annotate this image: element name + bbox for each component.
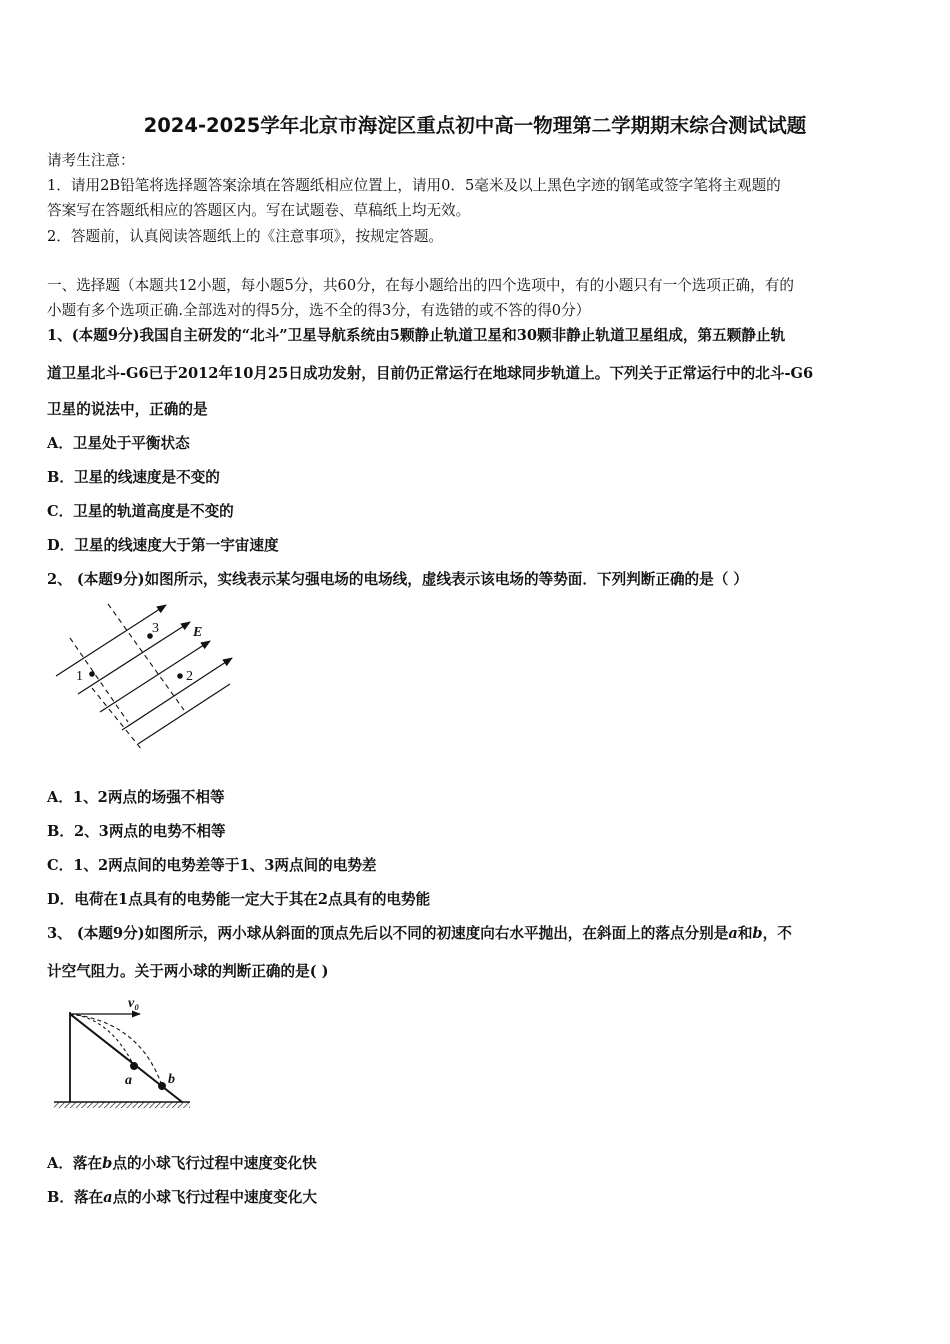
option-key: B． — [47, 469, 74, 486]
incline — [70, 1014, 182, 1102]
equipotential-line — [92, 688, 142, 750]
q3-stem-line-1 — [47, 924, 792, 944]
option-key: B． — [47, 1189, 74, 1206]
notice-heading: 请考生注意： — [47, 152, 135, 169]
option-key: C． — [47, 503, 74, 520]
option-key: A． — [47, 435, 73, 452]
q3-stem-text: 和 — [737, 925, 753, 942]
option-text: 1、2两点间的电势差等于1、3两点间的电势差 — [73, 857, 377, 874]
point-1-label: 1 — [76, 669, 83, 684]
q2-electric-field-figure — [50, 600, 250, 752]
notice-item-1-line-1: 1．请用2B铅笔将选择题答案涂填在答题纸相应位置上，请用0．5毫米及以上黑色字迹的钢笔或签字笔将主观题的 — [47, 177, 781, 194]
point-2-label: 2 — [186, 669, 193, 684]
label-a: a — [125, 1073, 132, 1088]
option-text: 卫星的线速度是不变的 — [73, 469, 220, 486]
q1-stem-line-1: 1、(本题9分)我国自主研发的“北斗”卫星导航系统由5颗静止轨道卫星和30颗非静止轨道卫星组成，第五颗静止轨 — [47, 327, 786, 344]
notice-item-2: 2．答题前，认真阅读答题纸上的《注意事项》，按规定答题。 — [47, 228, 444, 245]
ground-hatch — [54, 1102, 190, 1108]
option-text: 点的小球飞行过程中速度变化大 — [112, 1189, 317, 1206]
field-label-e: E — [193, 625, 203, 640]
q3-option-a — [47, 1154, 317, 1174]
v0-label: v₀ — [128, 996, 140, 1011]
option-text: 1、2两点的场强不相等 — [72, 789, 225, 806]
option-key: B． — [47, 823, 74, 840]
q2-option-a — [47, 788, 225, 808]
option-text: 卫星的轨道高度是不变的 — [73, 503, 234, 520]
equipotential-line — [108, 604, 184, 710]
option-text: 2、3两点的电势不相等 — [73, 823, 226, 840]
option-text: 卫星的线速度大于第一宇宙速度 — [74, 537, 279, 554]
q3-var-a: a — [728, 925, 738, 942]
q3-option-b — [47, 1188, 317, 1208]
point-1 — [89, 671, 95, 677]
q3-stem-text: ，不 — [762, 925, 792, 942]
point-3-label: 3 — [152, 621, 159, 636]
q3-projectile-incline-figure — [50, 992, 200, 1116]
option-var: b — [102, 1155, 113, 1172]
section-intro-line-1: 一、选择题（本题共12小题，每小题5分，共60分，在每小题给出的四个选项中，有的小题只有一个选项正确，有的 — [47, 277, 794, 294]
option-var: a — [103, 1189, 113, 1206]
q3-stem-text: 3、 (本题9分)如图所示，两小球从斜面的顶点先后以不同的初速度向右水平抛出，在斜面上的落点分别是 — [47, 925, 729, 942]
q1-option-a — [47, 434, 190, 454]
page-title: 2024-2025学年北京市海淀区重点初中高一物理第二学期期末综合测试试题 — [143, 114, 807, 137]
q3-var-b: b — [752, 925, 763, 942]
field-line — [78, 622, 190, 694]
field-line — [56, 605, 166, 676]
option-text: 落在 — [72, 1155, 103, 1172]
option-text: 电荷在1点具有的电势能一定大于其在2点具有的电势能 — [74, 891, 431, 908]
point-2 — [177, 673, 183, 679]
q2-option-b — [47, 822, 226, 842]
q3-stem-line-2: 计空气阻力。关于两小球的判断正确的是( ) — [47, 963, 329, 980]
q1-option-b — [47, 468, 220, 488]
field-line — [100, 641, 210, 712]
q1-stem-line-2: 道卫星北斗-G6已于2012年10月25日成功发射，目前仍正常运行在地球同步轨道上。下列关于正常运行中的北斗-G6 — [47, 365, 814, 382]
q1-option-c — [47, 502, 234, 522]
option-key: A． — [47, 789, 73, 806]
q2-option-c — [47, 856, 377, 876]
q2-option-d — [47, 890, 430, 910]
option-text: 点的小球飞行过程中速度变化快 — [112, 1155, 317, 1172]
field-line — [138, 684, 230, 744]
option-text: 卫星处于平衡状态 — [72, 435, 190, 452]
section-intro-line-2: 小题有多个选项正确.全部选对的得5分，选不全的得3分，有选错的或不答的得0分） — [47, 302, 591, 319]
option-key: D． — [47, 891, 75, 908]
q1-stem-line-3: 卫星的说法中，正确的是 — [47, 401, 208, 418]
landing-point-a — [130, 1062, 138, 1070]
label-b: b — [168, 1072, 175, 1087]
notice-item-1-line-2: 答案写在答题纸相应的答题区内。写在试题卷、草稿纸上均无效。 — [47, 202, 471, 219]
landing-point-b — [158, 1082, 166, 1090]
q1-option-d — [47, 536, 279, 556]
option-key: C． — [47, 857, 74, 874]
q2-stem: 2、 (本题9分)如图所示，实线表示某匀强电场的电场线，虚线表示该电场的等势面．下列判断正确的是（ ） — [47, 571, 749, 588]
option-key: A． — [47, 1155, 73, 1172]
option-text: 落在 — [73, 1189, 104, 1206]
option-key: D． — [47, 537, 75, 554]
